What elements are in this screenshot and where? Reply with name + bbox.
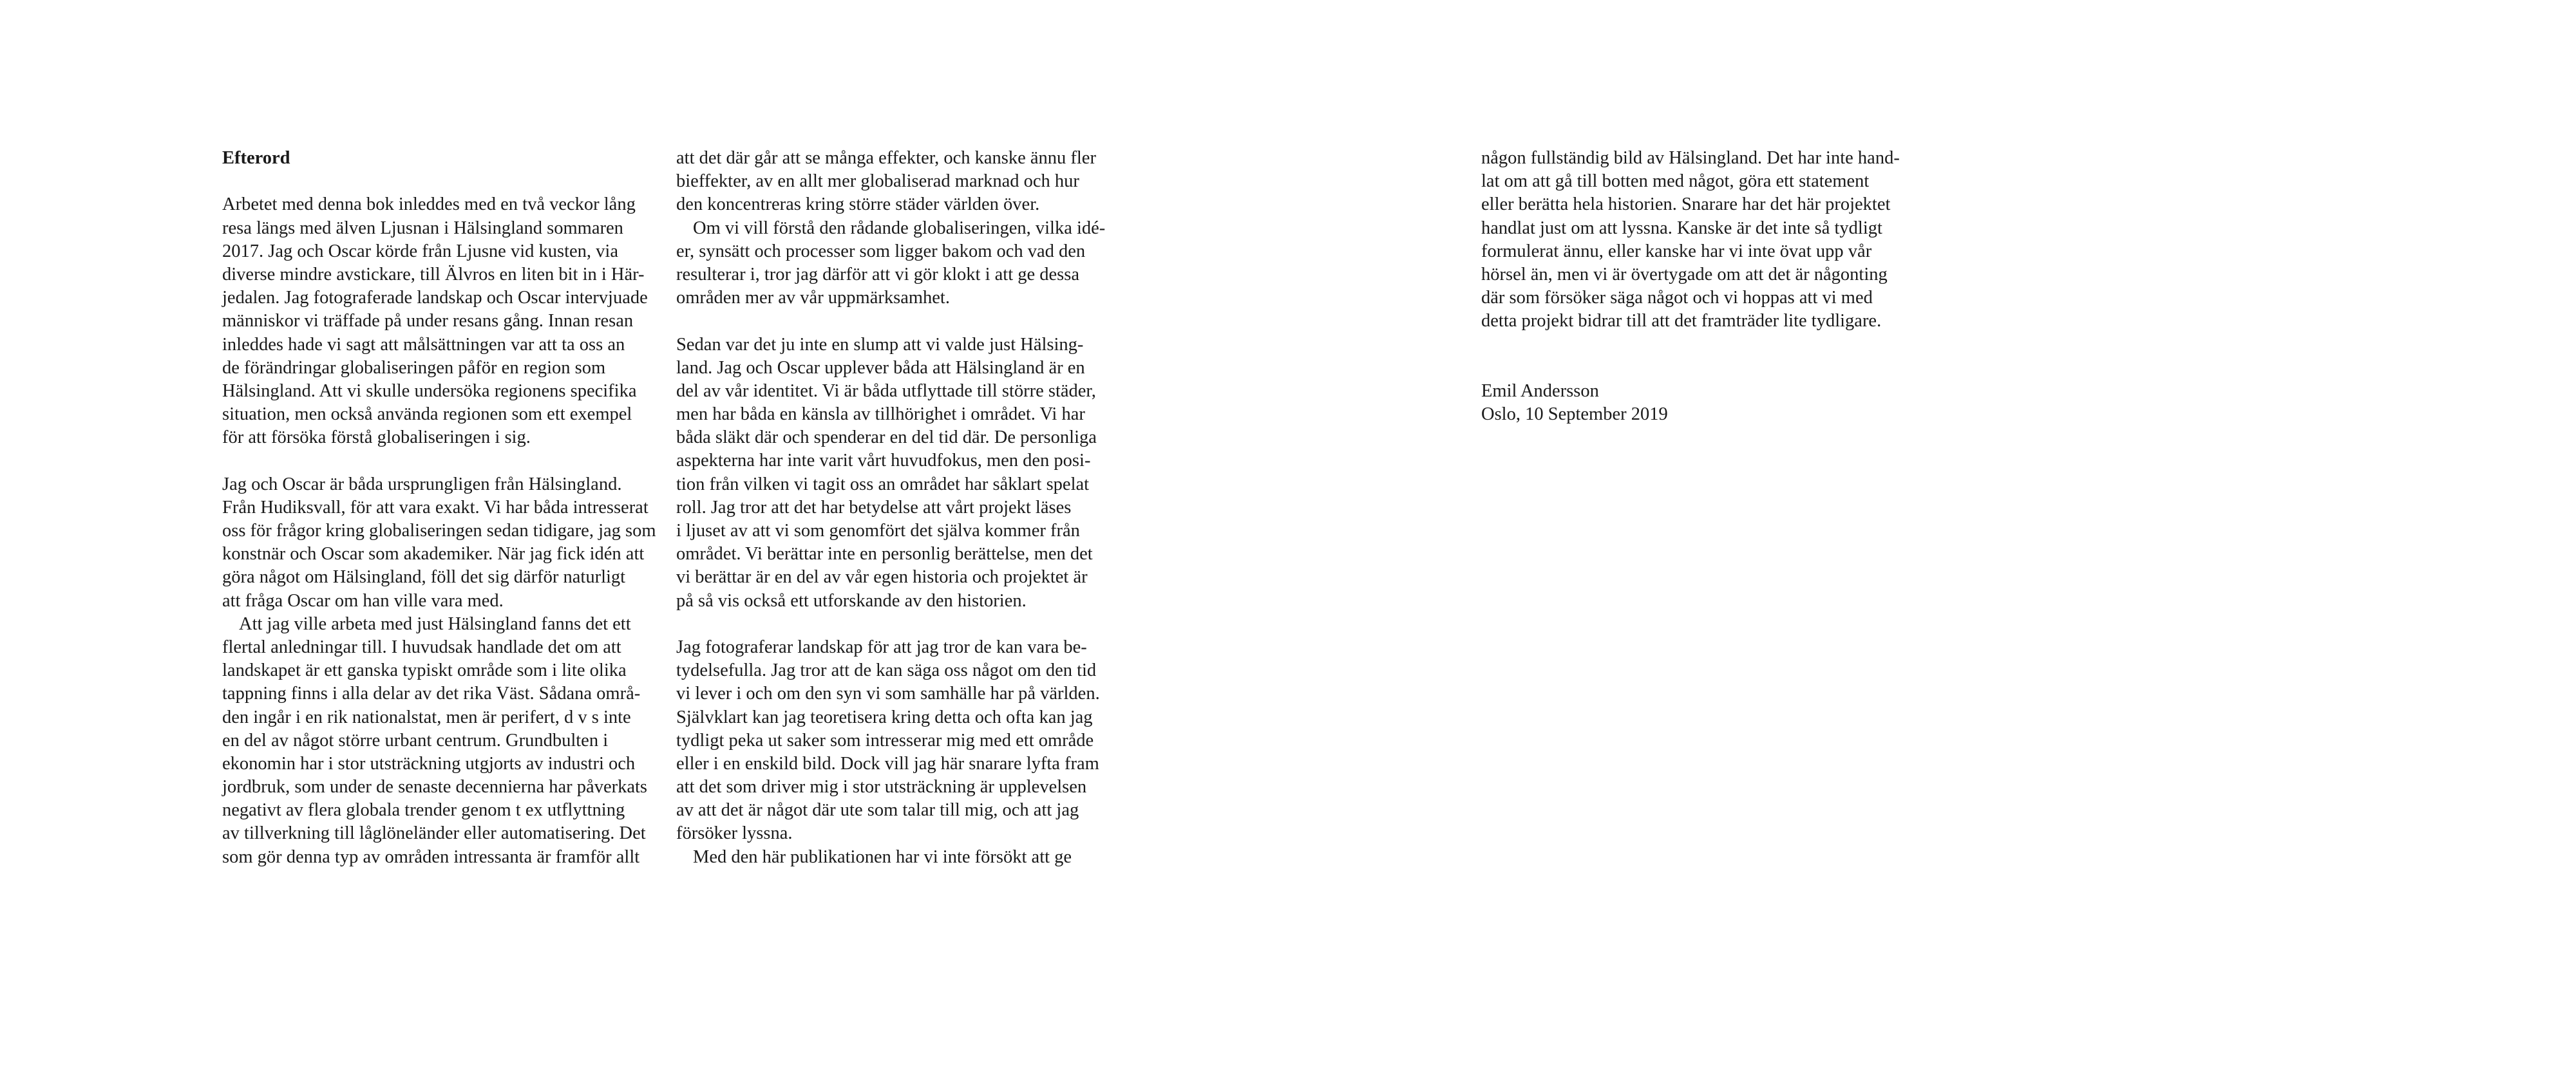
text-line: Jag och Oscar är båda ursprungligen från Hälsingland. [222, 474, 622, 494]
text-line: för att försöka förstå globaliseringen i sig. [222, 427, 531, 448]
text-line: en del av något större urbant centrum. Grundbulten i [222, 730, 609, 751]
text-line: jordbruk, som under de senaste decennierna har påverkats [222, 777, 647, 798]
text-line: inleddes hade vi sagt att målsättningen var att ta oss an [222, 334, 625, 355]
text-line: tappning finns i alla delar av det rika Väst. Sådana områ- [222, 684, 641, 704]
text-line: eller i en enskild bild. Dock vill jag här snarare lyfta fram [676, 753, 1099, 774]
text-line: men har båda en känsla av tillhörighet i området. Vi har [676, 404, 1085, 425]
text-line: i ljuset av att vi som genomfört det själva kommer från [676, 521, 1080, 541]
text-line: eller berätta hela historien. Snarare har det här projektet [1481, 194, 1891, 215]
text-line: landskapet är ett ganska typiskt område som i lite olika [222, 660, 627, 681]
text-line: tydelsefulla. Jag tror att de kan säga oss något om den tid [676, 660, 1097, 681]
text-line: av tillverkning till låglöneländer eller automatisering. Det [222, 823, 646, 844]
text-line: som gör denna typ av områden intressanta är framför allt [222, 846, 640, 867]
text-line: resulterar i, tror jag därför att vi gör klokt i att ge dessa [676, 264, 1079, 285]
text-line: Om vi vill förstå den rådande globaliseringen, vilka idé- [693, 218, 1106, 238]
text-line: Hälsingland. Att vi skulle undersöka regionens specifika [222, 380, 637, 401]
paragraph-gap [222, 170, 660, 193]
text-line: flertal anledningar till. I huvudsak handlade det om att [222, 637, 621, 657]
text-line: försöker lyssna. [676, 823, 793, 844]
text-line: lat om att gå till botten med något, göra ett statement [1481, 171, 1870, 192]
text-line: ekonomin har i stor utsträckning utgjorts av industri och [222, 753, 636, 774]
text-line: konstnär och Oscar som akademiker. När jag fick idén att [222, 544, 645, 565]
text-line: Att jag ville arbeta med just Hälsingland fanns det ett [239, 613, 631, 634]
section-heading: Efterord [222, 148, 290, 168]
paragraph-gap [1481, 333, 1919, 357]
text-line: hörsel än, men vi är övertygade om att det är någonting [1481, 264, 1888, 285]
text-column-3 [1481, 147, 1919, 426]
text-line: tion från vilken vi tagit oss an området har såklart spelat [676, 474, 1090, 494]
text-line: formulerat ännu, eller kanske har vi inte övat upp vår [1481, 241, 1872, 261]
text-line: Oslo, 10 September 2019 [1481, 404, 1668, 425]
text-line: Från Hudiksvall, för att vara exakt. Vi har båda intresserat [222, 497, 649, 518]
text-line: Självklart kan jag teoretisera kring detta och ofta kan jag [676, 707, 1093, 727]
text-line: land. Jag och Oscar upplever båda att Hälsingland är en [676, 357, 1085, 378]
text-line: vi lever i och om den syn vi som samhälle har på världen. [676, 684, 1100, 704]
paragraph-gap [222, 449, 660, 472]
text-line: handlat just om att lyssna. Kanske är det inte så tydligt [1481, 218, 1882, 238]
text-line: området. Vi berättar inte en personlig berättelse, men det [676, 544, 1093, 565]
text-line: den koncentreras kring större städer världen över. [676, 194, 1040, 215]
text-line: roll. Jag tror att det har betydelse att vårt projekt läses [676, 497, 1072, 518]
text-line: på så vis också ett utforskande av den historien. [676, 590, 1027, 611]
text-line: att fråga Oscar om han ville vara med. [222, 590, 504, 611]
text-line: den ingår i en rik nationalstat, men är perifert, d v s inte [222, 707, 631, 727]
text-column-2 [676, 147, 1114, 869]
text-line: att det där går att se många effekter, och kanske ännu fler [676, 148, 1096, 168]
text-line: 2017. Jag och Oscar körde från Ljusne vid kusten, via [222, 241, 618, 261]
text-line: bieffekter, av en allt mer globaliserad marknad och hur [676, 171, 1079, 192]
text-line: båda släkt där och spenderar en del tid där. De personliga [676, 427, 1097, 448]
text-line: de förändringar globaliseringen påför en region som [222, 357, 606, 378]
text-line: diverse mindre avstickare, till Älvros en liten bit in i Här- [222, 264, 645, 285]
text-line: jedalen. Jag fotograferade landskap och Oscar intervjuade [222, 288, 648, 308]
text-line: Arbetet med denna bok inleddes med en två veckor lång [222, 194, 636, 215]
text-line: Med den här publikationen har vi inte försökt att ge [693, 846, 1072, 867]
text-line: oss för frågor kring globaliseringen sedan tidigare, jag som [222, 521, 656, 541]
text-line: negativt av flera globala trender genom t ex utflyttning [222, 800, 625, 821]
text-line: aspekterna har inte varit vårt huvudfokus, men den posi- [676, 451, 1091, 471]
text-line: del av vår identitet. Vi är båda utflyttade till större städer, [676, 380, 1096, 401]
text-line: vi berättar är en del av vår egen historia och projektet är [676, 567, 1088, 588]
paragraph-gap [1481, 357, 1919, 380]
text-line: Sedan var det ju inte en slump att vi valde just Hälsing- [676, 334, 1084, 355]
text-line: av att det är något där ute som talar till mig, och att jag [676, 800, 1079, 821]
text-line: detta projekt bidrar till att det framträder lite tydligare. [1481, 311, 1882, 332]
text-line: områden mer av vår uppmärksamhet. [676, 288, 950, 308]
text-line: att det som driver mig i stor utsträckning är upplevelsen [676, 777, 1087, 798]
paragraph-gap [676, 613, 1114, 636]
text-line: människor vi träffade på under resans gång. Innan resan [222, 311, 634, 332]
text-column-1 [222, 147, 660, 869]
text-line: Emil Andersson [1481, 380, 1599, 401]
text-line: tydligt peka ut saker som intresserar mig med ett område [676, 730, 1094, 751]
text-line: där som försöker säga något och vi hoppas att vi med [1481, 288, 1873, 308]
text-line: er, synsätt och processer som ligger bakom och vad den [676, 241, 1086, 261]
text-line: resa längs med älven Ljusnan i Hälsingland sommaren [222, 218, 623, 238]
paragraph-gap [676, 310, 1114, 333]
text-line: situation, men också använda regionen som ett exempel [222, 404, 632, 425]
text-line: Jag fotograferar landskap för att jag tror de kan vara be- [676, 637, 1087, 657]
text-line: någon fullständig bild av Hälsingland. Det har inte hand- [1481, 148, 1900, 168]
text-line: göra något om Hälsingland, föll det sig därför naturligt [222, 567, 626, 588]
